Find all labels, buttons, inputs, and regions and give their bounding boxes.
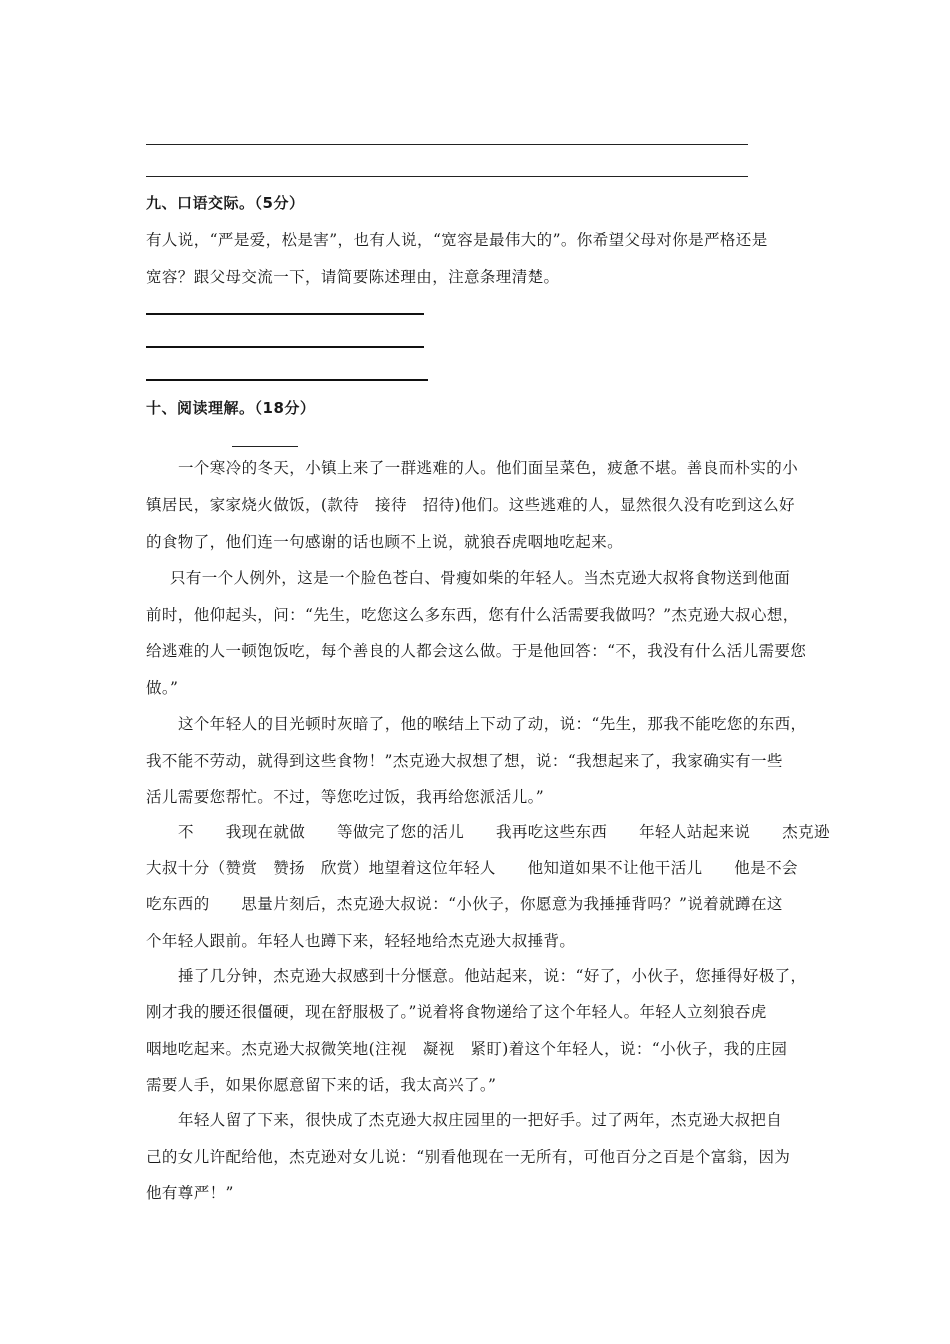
passage-line: 捶了几分钟，杰克逊大叔感到十分惬意。他站起来，说：“好了，小伙子，您捶得好极了，	[178, 967, 807, 985]
title-blank-line	[232, 446, 298, 447]
passage-line: 咽地吃起来。杰克逊大叔微笑地(注视 凝视 紧盯)着这个年轻人，说：“小伙子，我的庄园	[146, 1040, 788, 1058]
answer-line-2	[146, 176, 748, 177]
passage-line: 他有尊严！”	[146, 1184, 234, 1202]
passage-line: 需要人手，如果你愿意留下来的话，我太高兴了。”	[146, 1076, 497, 1094]
passage-line: 不 我现在就做 等做完了您的活儿 我再吃这些东西 年轻人站起来说 杰克逊	[178, 823, 830, 841]
answer-line-3	[146, 313, 424, 315]
passage-line: 我不能不劳动，就得到这些食物！”杰克逊大叔想了想，说：“我想起来了，我家确实有一些	[146, 752, 783, 770]
passage-line: 给逃难的人一顿饱饭吃，每个善良的人都会这么做。于是他回答：“不，我没有什么活儿需要您	[146, 642, 807, 660]
passage-line: 镇居民，家家烧火做饭，(款待 接待 招待)他们。这些逃难的人，显然很久没有吃到这么好	[146, 496, 795, 514]
answer-line-4	[146, 346, 424, 348]
passage-line: 吃东西的 思量片刻后，杰克逊大叔说：“小伙子，你愿意为我捶捶背吗？”说着就蹲在这	[146, 895, 783, 913]
passage-line: 大叔十分（赞赏 赞扬 欣赏）地望着这位年轻人 他知道如果不让他干活儿 他是不会	[146, 859, 798, 877]
section-9-heading: 九、口语交际。（5分）	[146, 194, 305, 212]
passage-line: 前时，他仰起头，问：“先生，吃您这么多东西，您有什么活需要我做吗？”杰克逊大叔心想，	[146, 606, 799, 624]
passage-line: 做。”	[146, 679, 179, 697]
section-9-prompt-line-2: 宽容？跟父母交流一下，请简要陈述理由，注意条理清楚。	[146, 268, 560, 286]
passage-line: 活儿需要您帮忙。不过，等您吃过饭，我再给您派活儿。”	[146, 788, 545, 806]
passage-line: 刚才我的腰还很僵硬，现在舒服极了。”说着将食物递给了这个年轻人。年轻人立刻狼吞虎	[146, 1003, 767, 1021]
passage-line: 一个寒冷的冬天，小镇上来了一群逃难的人。他们面呈菜色，疲惫不堪。善良而朴实的小	[178, 459, 799, 477]
passage-line: 的食物了，他们连一句感谢的话也顾不上说，就狼吞虎咽地吃起来。	[146, 533, 624, 551]
passage-line: 己的女儿许配给他，杰克逊对女儿说：“别看他现在一无所有，可他百分之百是个富翁，因为	[146, 1148, 791, 1166]
passage-line: 这个年轻人的目光顿时灰暗了，他的喉结上下动了动，说：“先生，那我不能吃您的东西，	[178, 715, 807, 733]
passage-line: 只有一个人例外，这是一个脸色苍白、骨瘦如柴的年轻人。当杰克逊大叔将食物送到他面	[170, 569, 791, 587]
passage-line: 年轻人留了下来，很快成了杰克逊大叔庄园里的一把好手。过了两年，杰克逊大叔把自	[178, 1111, 783, 1129]
section-9-prompt-line-1: 有人说，“严是爱，松是害”，也有人说，“宽容是最伟大的”。你希望父母对你是严格还是	[146, 231, 768, 249]
answer-line-1	[146, 144, 748, 145]
answer-line-5	[146, 379, 428, 381]
section-10-heading: 十、阅读理解。（18分）	[146, 399, 316, 417]
passage-line: 个年轻人跟前。年轻人也蹲下来，轻轻地给杰克逊大叔捶背。	[146, 932, 576, 950]
